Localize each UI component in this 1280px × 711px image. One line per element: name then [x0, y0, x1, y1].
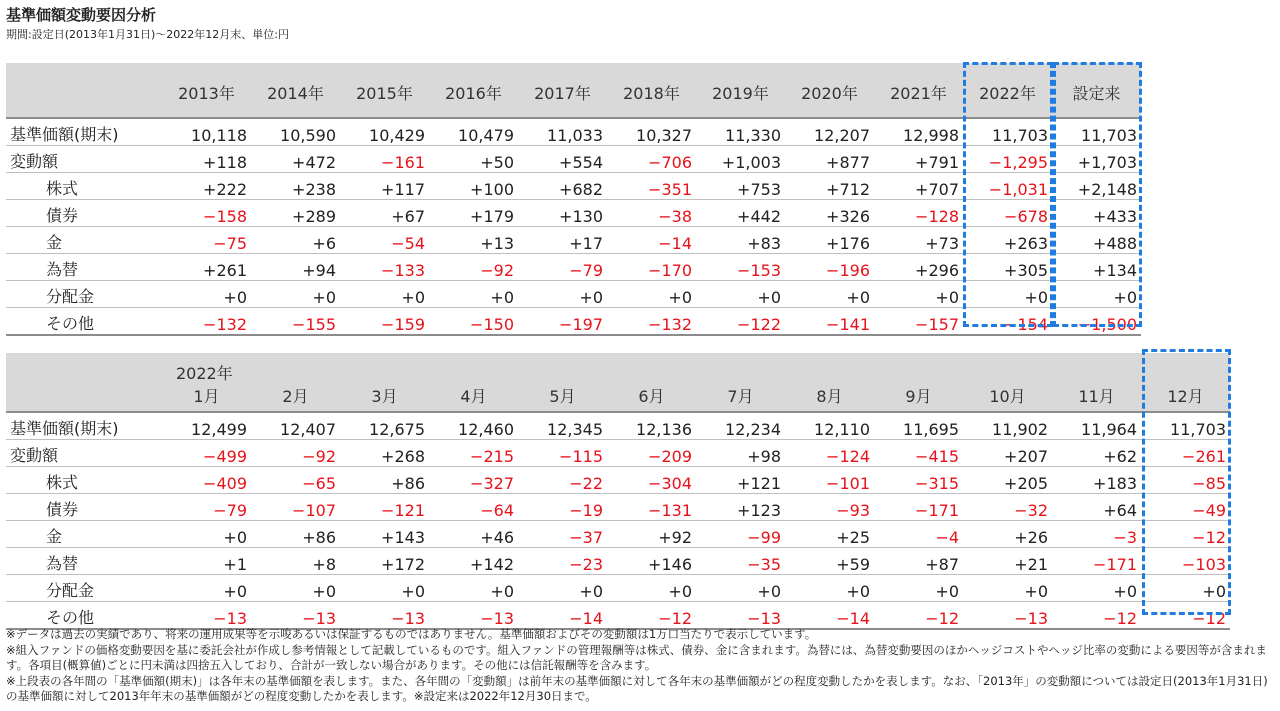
- footnote: ※組入ファンドの価格変動要因を基に委託会社が作成し参考情報として記載しているものです。組入ファンドの管理報酬等は株式、債券、金に含まれます。為替には、為替変動要因のほかヘッジコストやヘッジ比率の変動による要因等が含まれます。各項目(概算値)ごとに円未満は四捨五入しており、合計が一致しない場合があります。その他には信託報酬等を含みます。: [6, 642, 1267, 672]
- table-cell: −159: [340, 308, 429, 336]
- table-cell: −32: [963, 494, 1052, 521]
- column-header: 設定来: [1052, 62, 1141, 119]
- table-cell: +130: [518, 200, 607, 227]
- table-cell: +0: [251, 575, 340, 602]
- month-label: 1月: [193, 387, 220, 406]
- table-cell: +98: [696, 440, 785, 467]
- page-subtitle: 期間:設定日(2013年1月31日)～2022年12月末、単位:円: [6, 28, 289, 41]
- table-row: [6, 173, 1141, 200]
- table-cell: +86: [340, 467, 429, 494]
- table-cell: +305: [963, 254, 1052, 281]
- table-cell: −415: [874, 440, 963, 467]
- table-row: [6, 308, 1141, 336]
- table-cell: +87: [874, 548, 963, 575]
- table-cell: +172: [340, 548, 429, 575]
- table-cell: +442: [696, 200, 785, 227]
- table-cell: +207: [963, 440, 1052, 467]
- table-row: [6, 227, 1141, 254]
- table-row: [6, 467, 1230, 494]
- row-label: 金: [6, 521, 162, 548]
- column-header: 2013年: [162, 62, 251, 119]
- column-header: 2015年: [340, 62, 429, 119]
- table-row: [6, 440, 1230, 467]
- table-cell: +1,703: [1052, 146, 1141, 173]
- column-header: 2014年: [251, 62, 340, 119]
- table-cell: −19: [518, 494, 607, 521]
- row-label: 基準価額(期末): [6, 118, 162, 146]
- table-cell: −499: [162, 440, 251, 467]
- footnotes: [6, 627, 1276, 705]
- table-cell: +46: [429, 521, 518, 548]
- table-cell: 12,345: [518, 412, 607, 440]
- table-cell: +296: [874, 254, 963, 281]
- table-cell: +1,003: [696, 146, 785, 173]
- table-cell: −215: [429, 440, 518, 467]
- table-cell: 11,703: [1052, 118, 1141, 146]
- table-cell: −14: [785, 602, 874, 630]
- table-cell: 11,902: [963, 412, 1052, 440]
- table-cell: −133: [340, 254, 429, 281]
- table-cell: −103: [1141, 548, 1230, 575]
- table-cell: +0: [429, 281, 518, 308]
- table-cell: +59: [785, 548, 874, 575]
- row-label: 株式: [6, 173, 162, 200]
- table-cell: +0: [251, 281, 340, 308]
- column-header: 10月: [963, 352, 1052, 413]
- row-label: 変動額: [6, 146, 162, 173]
- table-cell: +0: [607, 575, 696, 602]
- table-row: [6, 412, 1230, 440]
- table-cell: +712: [785, 173, 874, 200]
- table-cell: +50: [429, 146, 518, 173]
- column-header: 11月: [1052, 352, 1141, 413]
- footnote: ※上段表の各年間の「基準価額(期末)」は各年末の基準価額を表します。また、各年間の「変動額」は前年末の基準価額に対して各年末の基準価額がどの程度変動したかを表します。なお、「2013年」の変動額については設定日(2013年1月31日)の基準価額に対して2013年年末の基準価額がどの程度変動したかを表します。※設定来は2022年12月30日まで。: [6, 673, 1268, 703]
- table-cell: +682: [518, 173, 607, 200]
- table-row: [6, 254, 1141, 281]
- table-cell: +263: [963, 227, 1052, 254]
- table-cell: 10,479: [429, 118, 518, 146]
- table-cell: 12,110: [785, 412, 874, 440]
- row-label: 分配金: [6, 281, 162, 308]
- table-cell: +0: [518, 575, 607, 602]
- table-cell: −1,031: [963, 173, 1052, 200]
- table-cell: −12: [607, 602, 696, 630]
- table-cell: +707: [874, 173, 963, 200]
- table-cell: +289: [251, 200, 340, 227]
- table-cell: −92: [429, 254, 518, 281]
- table-cell: −13: [429, 602, 518, 630]
- table-row: [6, 575, 1230, 602]
- row-label: 株式: [6, 467, 162, 494]
- table-cell: +0: [162, 575, 251, 602]
- row-label: 分配金: [6, 575, 162, 602]
- table-cell: +179: [429, 200, 518, 227]
- table-cell: −150: [429, 308, 518, 336]
- table-cell: −14: [607, 227, 696, 254]
- table-cell: −170: [607, 254, 696, 281]
- table-cell: −23: [518, 548, 607, 575]
- table-cell: +791: [874, 146, 963, 173]
- table-cell: 12,998: [874, 118, 963, 146]
- column-header: 2021年: [874, 62, 963, 119]
- table-cell: −1,295: [963, 146, 1052, 173]
- table-cell: +554: [518, 146, 607, 173]
- table-cell: −351: [607, 173, 696, 200]
- table-cell: −92: [251, 440, 340, 467]
- table-cell: +0: [429, 575, 518, 602]
- table-cell: +25: [785, 521, 874, 548]
- table-cell: 12,136: [607, 412, 696, 440]
- column-header: 2020年: [785, 62, 874, 119]
- table-cell: +17: [518, 227, 607, 254]
- table-cell: +86: [251, 521, 340, 548]
- table-cell: −315: [874, 467, 963, 494]
- header-blank: [6, 62, 162, 119]
- table-cell: +0: [607, 281, 696, 308]
- table-cell: 10,429: [340, 118, 429, 146]
- table-cell: +176: [785, 227, 874, 254]
- row-label: 債券: [6, 494, 162, 521]
- table-cell: −131: [607, 494, 696, 521]
- table-cell: 10,327: [607, 118, 696, 146]
- table-cell: 11,703: [963, 118, 1052, 146]
- column-header: 2022年: [963, 62, 1052, 119]
- table-cell: +222: [162, 173, 251, 200]
- table-row: [6, 281, 1141, 308]
- table-cell: +142: [429, 548, 518, 575]
- column-header: 2月: [251, 352, 340, 413]
- table-cell: +123: [696, 494, 785, 521]
- table-cell: +261: [162, 254, 251, 281]
- table-cell: 12,407: [251, 412, 340, 440]
- table-row: [6, 521, 1230, 548]
- table-cell: −38: [607, 200, 696, 227]
- table-cell: −64: [429, 494, 518, 521]
- table-cell: +62: [1052, 440, 1141, 467]
- table-cell: +472: [251, 146, 340, 173]
- table-cell: 10,118: [162, 118, 251, 146]
- table-cell: −107: [251, 494, 340, 521]
- table-cell: −13: [963, 602, 1052, 630]
- table-cell: +433: [1052, 200, 1141, 227]
- row-label: 変動額: [6, 440, 162, 467]
- table-cell: −157: [874, 308, 963, 336]
- column-header: 2019年: [696, 62, 785, 119]
- table-cell: −121: [340, 494, 429, 521]
- column-header: 2018年: [607, 62, 696, 119]
- table-cell: +238: [251, 173, 340, 200]
- table-cell: +1: [162, 548, 251, 575]
- table-cell: −85: [1141, 467, 1230, 494]
- row-label: 債券: [6, 200, 162, 227]
- table-cell: −99: [696, 521, 785, 548]
- table-cell: −79: [518, 254, 607, 281]
- table-row: [6, 602, 1230, 630]
- table-cell: +0: [1141, 575, 1230, 602]
- table-cell: +146: [607, 548, 696, 575]
- table-cell: +94: [251, 254, 340, 281]
- table-cell: −678: [963, 200, 1052, 227]
- table-cell: +67: [340, 200, 429, 227]
- table-cell: +13: [429, 227, 518, 254]
- table-row: [6, 548, 1230, 575]
- column-header: 5月: [518, 352, 607, 413]
- table-cell: 12,207: [785, 118, 874, 146]
- table-cell: −13: [251, 602, 340, 630]
- table-cell: −3: [1052, 521, 1141, 548]
- table-cell: −65: [251, 467, 340, 494]
- table-cell: +753: [696, 173, 785, 200]
- table-cell: −171: [874, 494, 963, 521]
- table-cell: 11,330: [696, 118, 785, 146]
- table-cell: −154: [963, 308, 1052, 336]
- table-cell: +0: [162, 281, 251, 308]
- table-cell: −197: [518, 308, 607, 336]
- table-cell: 12,675: [340, 412, 429, 440]
- table-cell: −22: [518, 467, 607, 494]
- table-cell: −122: [696, 308, 785, 336]
- table-cell: 11,964: [1052, 412, 1141, 440]
- table-cell: −35: [696, 548, 785, 575]
- table-cell: +83: [696, 227, 785, 254]
- table-cell: +73: [874, 227, 963, 254]
- table-cell: −13: [340, 602, 429, 630]
- table-cell: +205: [963, 467, 1052, 494]
- table-cell: +64: [1052, 494, 1141, 521]
- table-cell: +488: [1052, 227, 1141, 254]
- table-cell: −4: [874, 521, 963, 548]
- table-cell: −37: [518, 521, 607, 548]
- header-blank: [6, 352, 162, 413]
- column-header: 6月: [607, 352, 696, 413]
- table-cell: +92: [607, 521, 696, 548]
- table-cell: −141: [785, 308, 874, 336]
- table-cell: +118: [162, 146, 251, 173]
- column-header: 4月: [429, 352, 518, 413]
- table-cell: −158: [162, 200, 251, 227]
- table-cell: −13: [162, 602, 251, 630]
- table-cell: −153: [696, 254, 785, 281]
- table-cell: −409: [162, 467, 251, 494]
- table-cell: −12: [1052, 602, 1141, 630]
- table-cell: −128: [874, 200, 963, 227]
- table-cell: −304: [607, 467, 696, 494]
- monthly-table: [6, 350, 1230, 630]
- table-cell: −261: [1141, 440, 1230, 467]
- table-cell: −132: [607, 308, 696, 336]
- table-cell: +0: [1052, 575, 1141, 602]
- table-cell: −49: [1141, 494, 1230, 521]
- table-cell: 12,460: [429, 412, 518, 440]
- table-cell: +21: [963, 548, 1052, 575]
- table-cell: +0: [785, 575, 874, 602]
- column-header: 7月: [696, 352, 785, 413]
- row-label: 基準価額(期末): [6, 412, 162, 440]
- table-cell: +0: [1052, 281, 1141, 308]
- table-cell: 10,590: [251, 118, 340, 146]
- table-cell: +0: [696, 575, 785, 602]
- table-cell: +0: [785, 281, 874, 308]
- table-cell: +8: [251, 548, 340, 575]
- table-cell: +100: [429, 173, 518, 200]
- footnote: ※データは過去の実績であり、将来の運用成果等を示唆あるいは保証するものではありません。基準価額およびその変動額は1万口当たりで表示しています。: [6, 627, 817, 641]
- column-header: 2016年: [429, 62, 518, 119]
- table-cell: +0: [963, 575, 1052, 602]
- column-header: 8月: [785, 352, 874, 413]
- table-cell: −54: [340, 227, 429, 254]
- column-header: 2017年: [518, 62, 607, 119]
- table-cell: −13: [696, 602, 785, 630]
- row-label: その他: [6, 602, 162, 630]
- table-cell: +326: [785, 200, 874, 227]
- table-cell: −12: [1141, 521, 1230, 548]
- table-cell: −101: [785, 467, 874, 494]
- table-cell: +6: [251, 227, 340, 254]
- table-cell: −93: [785, 494, 874, 521]
- table-cell: +0: [874, 575, 963, 602]
- table-cell: −12: [874, 602, 963, 630]
- table-row: [6, 200, 1141, 227]
- table-row: [6, 146, 1141, 173]
- table-cell: 12,234: [696, 412, 785, 440]
- column-header: 12月: [1141, 352, 1230, 413]
- table-cell: −196: [785, 254, 874, 281]
- table-cell: 11,695: [874, 412, 963, 440]
- table-cell: −12: [1141, 602, 1230, 630]
- annual-table: [6, 60, 1141, 336]
- table-cell: +0: [874, 281, 963, 308]
- table-cell: +0: [340, 575, 429, 602]
- row-label: 為替: [6, 254, 162, 281]
- table-cell: +117: [340, 173, 429, 200]
- table-row: [6, 118, 1141, 146]
- table-cell: +134: [1052, 254, 1141, 281]
- table-cell: −115: [518, 440, 607, 467]
- table-cell: +268: [340, 440, 429, 467]
- table-cell: −209: [607, 440, 696, 467]
- table-cell: 11,033: [518, 118, 607, 146]
- table-cell: −124: [785, 440, 874, 467]
- column-header: 3月: [340, 352, 429, 413]
- table-cell: +0: [340, 281, 429, 308]
- table-cell: +2,148: [1052, 173, 1141, 200]
- table-cell: 12,499: [162, 412, 251, 440]
- table-cell: +121: [696, 467, 785, 494]
- table-cell: −1,500: [1052, 308, 1141, 336]
- table-cell: 11,703: [1141, 412, 1230, 440]
- table-cell: −171: [1052, 548, 1141, 575]
- table-cell: −327: [429, 467, 518, 494]
- table-cell: +0: [963, 281, 1052, 308]
- table-cell: +183: [1052, 467, 1141, 494]
- table-cell: +0: [162, 521, 251, 548]
- column-header: 9月: [874, 352, 963, 413]
- table-cell: −706: [607, 146, 696, 173]
- table-cell: +877: [785, 146, 874, 173]
- table-cell: +0: [518, 281, 607, 308]
- year-label: 2022年: [176, 364, 233, 383]
- row-label: 金: [6, 227, 162, 254]
- table-cell: +26: [963, 521, 1052, 548]
- column-header: [162, 352, 251, 413]
- table-cell: −132: [162, 308, 251, 336]
- table-cell: −75: [162, 227, 251, 254]
- page-title: 基準価額変動要因分析: [6, 6, 157, 24]
- table-cell: +143: [340, 521, 429, 548]
- table-cell: +0: [696, 281, 785, 308]
- table-cell: −155: [251, 308, 340, 336]
- row-label: その他: [6, 308, 162, 336]
- table-row: [6, 494, 1230, 521]
- table-cell: −161: [340, 146, 429, 173]
- table-cell: −79: [162, 494, 251, 521]
- table-cell: −14: [518, 602, 607, 630]
- row-label: 為替: [6, 548, 162, 575]
